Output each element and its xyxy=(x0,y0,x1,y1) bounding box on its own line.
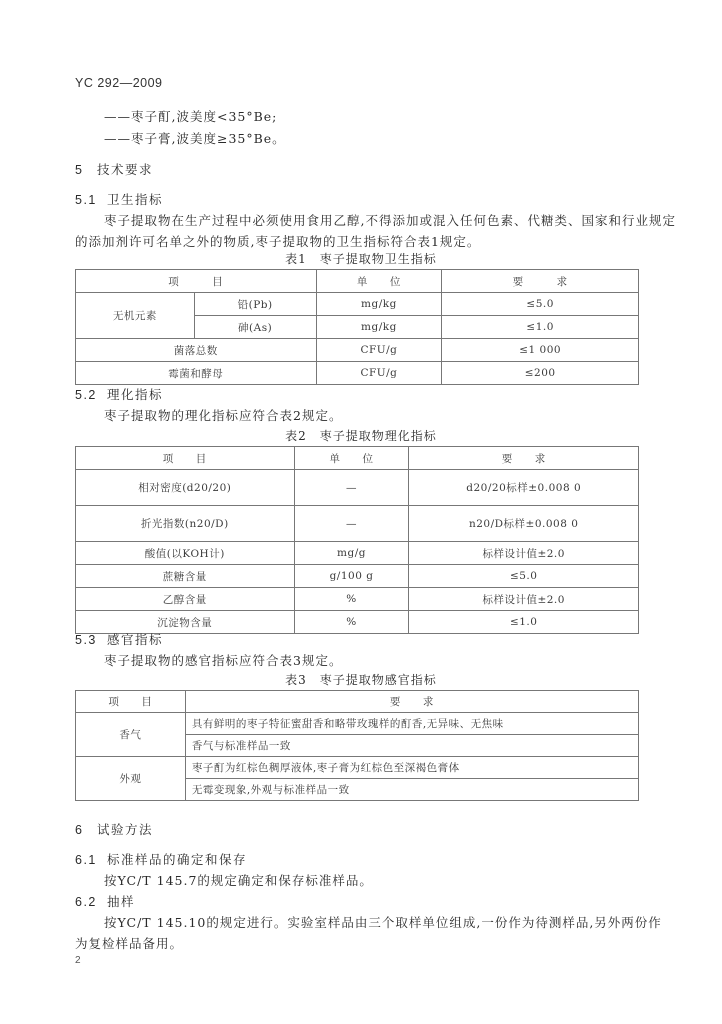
cell-item: 相对密度(d20/20) xyxy=(76,470,295,506)
table-2 xyxy=(75,446,639,634)
cell-requirement: d20/20标样±0.008 0 xyxy=(409,470,639,506)
table-1 xyxy=(75,269,639,385)
table-row xyxy=(76,542,639,565)
header-cell: 单 位 xyxy=(294,447,409,470)
cell-requirement: 具有鲜明的枣子特征蜜甜香和略带玫瑰样的酊香,无异味、无焦味 xyxy=(185,713,638,735)
cell-unit: g/100 g xyxy=(294,565,409,588)
paragraph: 为复检样品备用。 xyxy=(75,936,184,951)
cell-unit: CFU/g xyxy=(316,362,442,385)
section-number: 5.3 xyxy=(75,633,97,647)
cell-unit: mg/kg xyxy=(316,293,442,316)
cell-requirement: 标样设计值±2.0 xyxy=(409,542,639,565)
cell-unit: mg/g xyxy=(294,542,409,565)
section-title: 技术要求 xyxy=(97,162,154,177)
section-number: 5.2 xyxy=(75,388,97,402)
cell-unit: % xyxy=(294,588,409,611)
subsection-heading xyxy=(75,850,247,868)
section-title: 理化指标 xyxy=(107,387,164,402)
cell-requirement: ≤5.0 xyxy=(409,565,639,588)
cell-requirement: 无霉变现象,外观与标准样品一致 xyxy=(185,779,638,801)
standard-code: YC 292—2009 xyxy=(75,76,163,90)
cell-requirement: n20/D标样±0.008 0 xyxy=(409,506,639,542)
subsection-heading xyxy=(75,190,163,208)
cell-item: 霉菌和酵母 xyxy=(76,362,317,385)
table-row xyxy=(76,470,639,506)
table-row xyxy=(76,713,639,735)
table-title: 表2 枣子提取物理化指标 xyxy=(285,429,437,443)
section-number: 6.1 xyxy=(75,853,97,867)
section-heading xyxy=(75,160,153,178)
table-row xyxy=(76,588,639,611)
subsection-heading xyxy=(75,892,135,910)
section-title: 卫生指标 xyxy=(107,192,164,207)
header-cell: 要 求 xyxy=(185,691,638,713)
cell-requirement: 枣子酊为红棕色稠厚液体,枣子膏为红棕色至深褐色膏体 xyxy=(185,757,638,779)
cell-unit: % xyxy=(294,611,409,634)
cell-item: 折光指数(n20/D) xyxy=(76,506,295,542)
header-cell: 项 目 xyxy=(76,691,186,713)
header-cell: 单 位 xyxy=(316,270,442,293)
cell-unit: CFU/g xyxy=(316,339,442,362)
table-row xyxy=(76,339,639,362)
paragraph: 的添加剂许可名单之外的物质,枣子提取物的卫生指标符合表1规定。 xyxy=(75,234,481,249)
paragraph: 枣子提取物的感官指标应符合表3规定。 xyxy=(104,653,343,668)
section-heading xyxy=(75,820,153,838)
cell-item: 乙醇含量 xyxy=(76,588,295,611)
cell-requirement: ≤1.0 xyxy=(409,611,639,634)
cell-requirement: ≤1 000 xyxy=(442,339,639,362)
cell-item: 砷(As) xyxy=(194,316,316,339)
header-cell: 项 目 xyxy=(76,447,295,470)
section-title: 试验方法 xyxy=(97,822,154,837)
cell-item: 酸值(以KOH计) xyxy=(76,542,295,565)
table-title: 表3 枣子提取物感官指标 xyxy=(285,673,437,687)
group-cell: 外观 xyxy=(76,757,186,801)
definition-line: ——枣子膏,波美度≥35°Be。 xyxy=(104,131,286,146)
section-number: 5 xyxy=(75,163,84,177)
table-header-row xyxy=(76,691,639,713)
table-header-row xyxy=(76,447,639,470)
subsection-heading xyxy=(75,385,163,403)
section-title: 感官指标 xyxy=(107,632,164,647)
section-number: 6.2 xyxy=(75,895,97,909)
paragraph: 按YC/T 145.7的规定确定和保存标准样品。 xyxy=(104,873,373,888)
cell-requirement: ≤5.0 xyxy=(442,293,639,316)
cell-requirement: ≤1.0 xyxy=(442,316,639,339)
header-cell: 要 求 xyxy=(409,447,639,470)
cell-item: 沉淀物含量 xyxy=(76,611,295,634)
cell-unit: — xyxy=(294,506,409,542)
paragraph: 按YC/T 145.10的规定进行。实验室样品由三个取样单位组成,一份作为待测样品,另外两份作 xyxy=(104,915,662,930)
section-number: 5.1 xyxy=(75,193,97,207)
group-cell: 无机元素 xyxy=(76,293,195,339)
table-title: 表1 枣子提取物卫生指标 xyxy=(285,252,437,266)
page-number: 2 xyxy=(75,955,81,966)
table-row xyxy=(76,506,639,542)
table-row xyxy=(76,565,639,588)
header-cell: 要 求 xyxy=(442,270,639,293)
table-header-row xyxy=(76,270,639,293)
cell-item: 铅(Pb) xyxy=(194,293,316,316)
cell-requirement: 香气与标准样品一致 xyxy=(185,735,638,757)
table-row xyxy=(76,362,639,385)
subsection-heading xyxy=(75,630,163,648)
section-number: 6 xyxy=(75,823,84,837)
paragraph: 枣子提取物的理化指标应符合表2规定。 xyxy=(104,408,343,423)
table-row xyxy=(76,293,639,316)
cell-unit: — xyxy=(294,470,409,506)
cell-requirement: ≤200 xyxy=(442,362,639,385)
section-title: 抽样 xyxy=(107,894,136,909)
definition-line: ——枣子酊,波美度<35°Be; xyxy=(104,109,278,124)
group-cell: 香气 xyxy=(76,713,186,757)
section-title: 标准样品的确定和保存 xyxy=(107,852,248,867)
cell-item: 蔗糖含量 xyxy=(76,565,295,588)
paragraph: 枣子提取物在生产过程中必须使用食用乙醇,不得添加或混入任何色素、代糖类、国家和行业规定 xyxy=(104,213,676,228)
table-row xyxy=(76,757,639,779)
header-cell: 项 目 xyxy=(76,270,317,293)
cell-requirement: 标样设计值±2.0 xyxy=(409,588,639,611)
table-3 xyxy=(75,690,639,801)
cell-item: 菌落总数 xyxy=(76,339,317,362)
cell-unit: mg/kg xyxy=(316,316,442,339)
